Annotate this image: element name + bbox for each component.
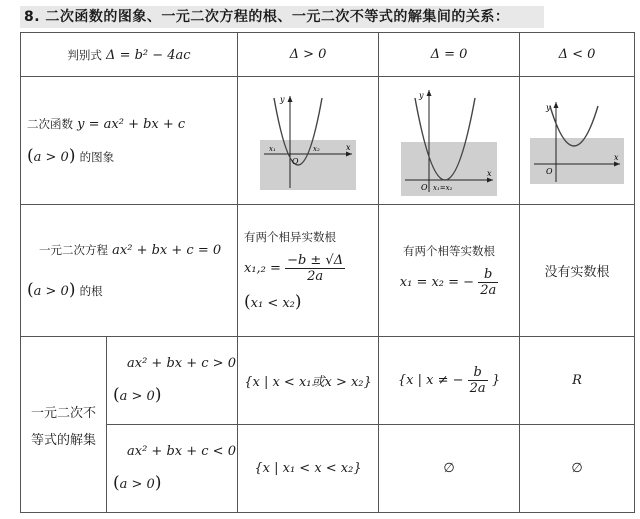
header-row (21, 33, 635, 77)
gt-zero-fraction (468, 365, 488, 396)
roots-negative-cell: 没有实数根 (520, 205, 635, 337)
graph-pos-x-label: x (346, 142, 351, 152)
roots-positive-title: 有两个相异实数根 (244, 230, 336, 244)
function-formula: y = ax² + bx + c (77, 116, 186, 132)
roots-zero-denominator: 2a (480, 283, 497, 298)
relation-table (20, 32, 635, 513)
col-header-zero: Δ = 0 (379, 33, 520, 77)
gt-negative-solution: R (520, 337, 635, 425)
parabola-no-root-graph (530, 98, 624, 184)
gt-positive-solution: {x | x < x₁或x > x₂} (238, 337, 379, 425)
col-header-positive: Δ > 0 (238, 33, 379, 77)
discriminant-formula: Δ = b² − 4ac (106, 47, 191, 63)
graph-negative-cell (520, 77, 635, 205)
graph-zero-root: x₁=x₂ (433, 183, 453, 192)
roots-positive-denominator: 2a (307, 269, 324, 284)
inequality-lt-condition: a > 0 (119, 477, 155, 492)
equation-suffix: 的根 (79, 283, 103, 298)
inequality-gt-label-cell: ax² + bx + c > 0 (a > 0) (107, 337, 238, 425)
gt-zero-denominator: 2a (469, 381, 486, 396)
inequality-gt-condition: a > 0 (119, 389, 155, 404)
inequality-gt-row (21, 337, 635, 425)
graph-pos-origin: O (292, 156, 299, 166)
graph-zero-cell (379, 77, 520, 205)
roots-positive-condition: x₁ < x₂ (250, 296, 295, 311)
gt-zero-numerator: b (468, 365, 488, 381)
discriminant-label: 判别式 (67, 47, 102, 62)
roots-zero-numerator: b (478, 267, 498, 283)
inequality-label-line1: 一元二次不 (30, 405, 96, 421)
roots-positive-fraction (285, 253, 345, 284)
inequality-lt-row (21, 425, 635, 513)
roots-zero-title: 有两个相等实数根 (403, 244, 495, 258)
roots-zero-lhs: x₁ = x₂ = − (399, 275, 475, 290)
gt-zero-rhs: } (491, 373, 501, 388)
equation-formula: ax² + bx + c = 0 (112, 242, 222, 258)
graph-pos-x2: x₂ (313, 144, 320, 153)
function-suffix: 的图象 (79, 149, 115, 164)
roots-zero-fraction (478, 267, 498, 298)
inequality-lt-label-cell: ax² + bx + c < 0 (a > 0) (107, 425, 238, 513)
inequality-group-label (21, 337, 107, 513)
discriminant-header (21, 33, 238, 77)
inequality-gt-formula: ax² + bx + c > 0 (127, 356, 236, 371)
gt-zero-lhs: {x | x ≠ − (397, 373, 464, 388)
lt-negative-solution: ∅ (520, 425, 635, 513)
graph-neg-x-label: x (614, 152, 619, 162)
equation-label-cell: 一元二次方程 ax² + bx + c = 0 (a > 0) 的根 (21, 205, 238, 337)
roots-zero-cell (379, 205, 520, 337)
graph-zero-y-label: y (419, 90, 424, 100)
equation-row (21, 205, 635, 337)
inequality-lt-formula: ax² + bx + c < 0 (127, 444, 236, 459)
parabola-one-root-graph (401, 86, 497, 196)
function-condition: a > 0 (33, 149, 69, 165)
roots-positive-cell: 有两个相异实数根 x₁,₂ = $\frac{-b \pm √\Delta}{2a}$ (x₁ < x₂) (238, 205, 379, 337)
function-label-cell: 二次函数 y = ax² + bx + c (a > 0) 的图象 (21, 77, 238, 205)
lt-positive-solution: {x | x₁ < x < x₂} (238, 425, 379, 513)
function-row (21, 77, 635, 205)
graph-zero-x-label: x (487, 168, 492, 178)
parabola-two-roots-graph (260, 92, 356, 190)
lt-zero-solution: ∅ (379, 425, 520, 513)
graph-pos-y-label: y (280, 94, 285, 104)
roots-positive-numerator: −b ± √Δ (287, 253, 344, 268)
roots-positive-lhs: x₁,₂ = (244, 261, 281, 276)
inequality-label-line2: 等式的解集 (30, 432, 96, 448)
equation-label: 一元二次方程 (39, 242, 108, 257)
graph-neg-origin: O (546, 166, 553, 176)
equation-condition: a > 0 (33, 283, 69, 299)
graph-pos-x1: x₁ (269, 144, 276, 153)
graph-zero-origin: O (421, 182, 428, 192)
section-title: 8. 二次函数的图象、一元二次方程的根、一元二次不等式的解集间的关系： (20, 6, 544, 28)
col-header-negative: Δ < 0 (520, 33, 635, 77)
graph-positive-cell (238, 77, 379, 205)
gt-zero-solution-cell (379, 337, 520, 425)
function-label: 二次函数 (27, 116, 73, 131)
graph-neg-y-label: y (546, 102, 551, 112)
